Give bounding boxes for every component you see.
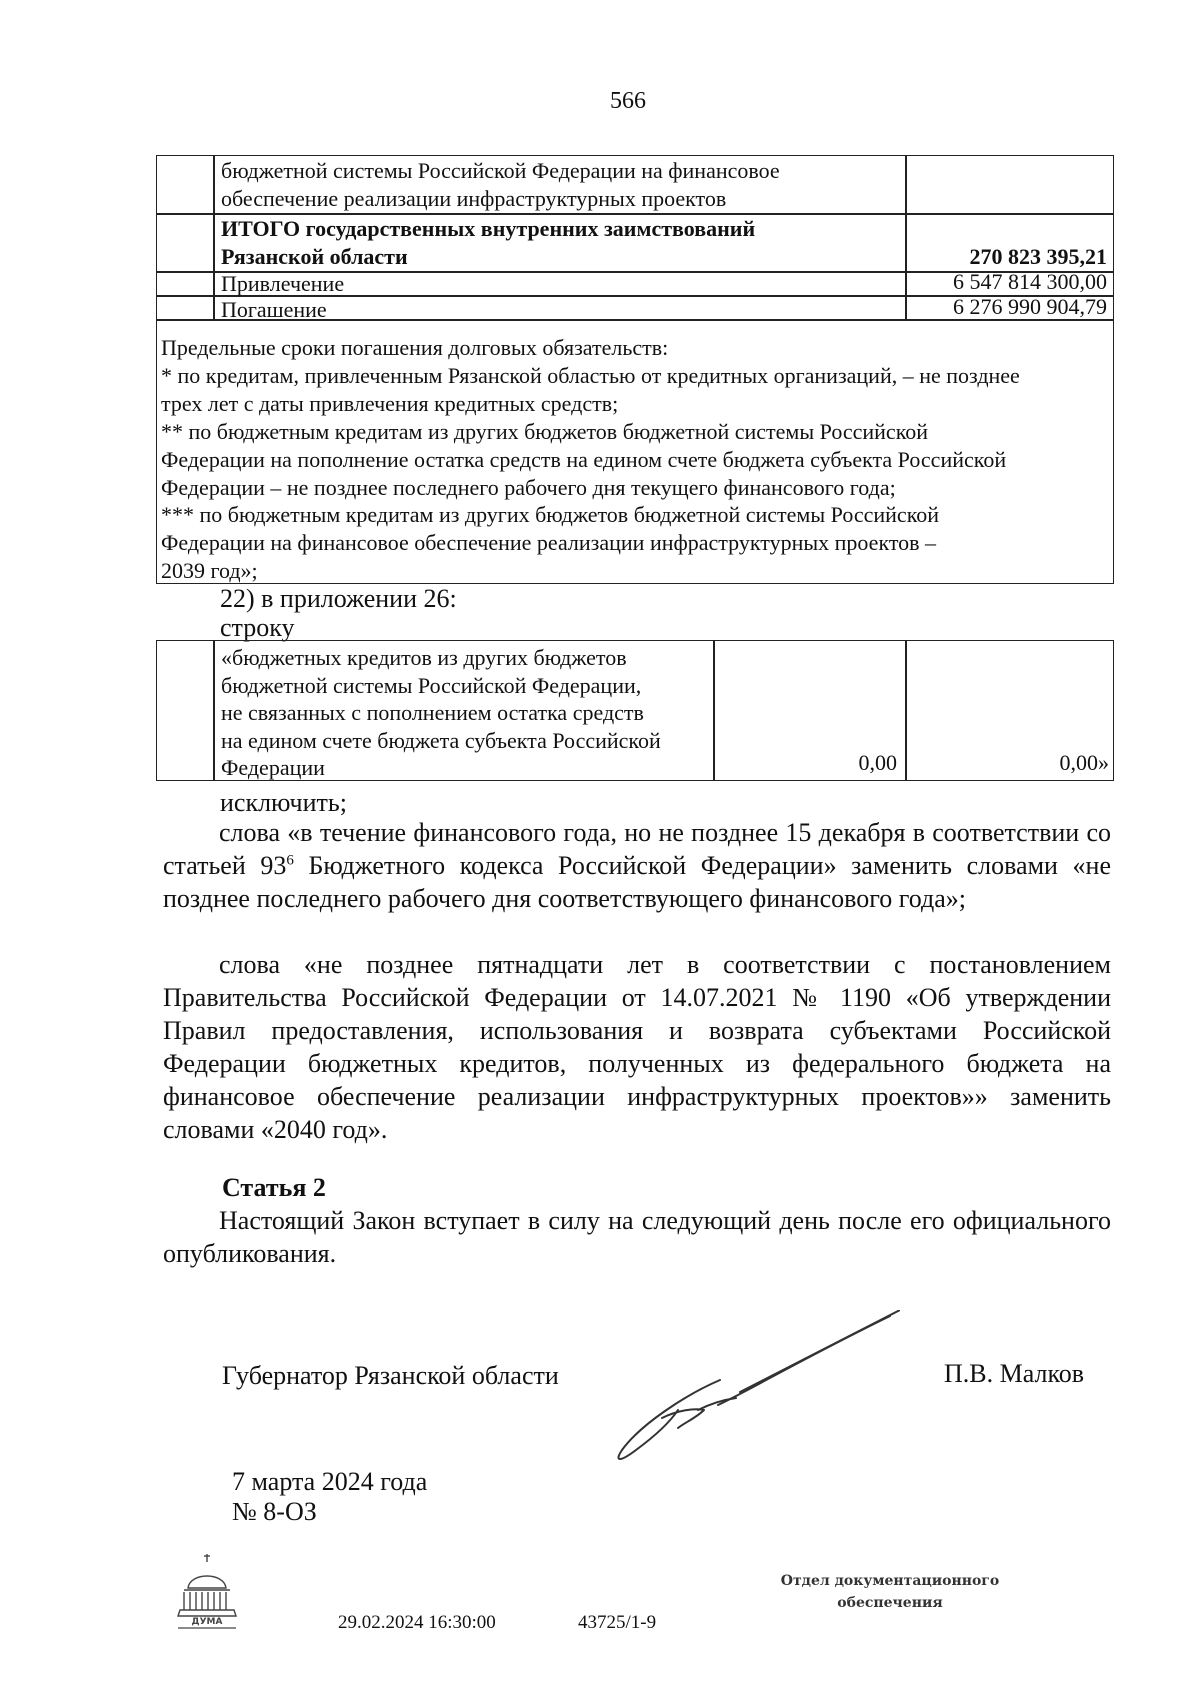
table-cell-text: Рязанской области	[221, 244, 408, 269]
paragraph-text: слова «не позднее пятнадцати лет в соответствии с постановлением Правительства Российской Федерации от 14.07.2021 № 1190 «Об утверждении Правил предоставления, использования и возврата субъектами Российской Федерации бюджетных кредитов, полученных из федерального бюджета на финансовое обеспечение реализации инфраструктурных проектов»» заменить словами «2040 год».	[163, 950, 1111, 1144]
article-2-text	[163, 1204, 1111, 1270]
signature-name: П.В. Малков	[944, 1359, 1085, 1388]
note-line: * по кредитам, привлеченным Рязанской областью от кредитных организаций, – не позднее	[161, 362, 1020, 388]
table-cell-line: на едином счете бюджета субъекта Российской	[221, 727, 661, 753]
article-2-title: Статья 2	[222, 1173, 326, 1202]
note-line: 2039 год»;	[161, 558, 258, 584]
exclude-text: исключить;	[220, 788, 347, 817]
table-cell-text: ИТОГО государственных внутренних заимствований	[221, 216, 756, 241]
table-cell-line: не связанных с пополнением остатка средств	[221, 700, 644, 726]
total-value: 270 823 395,21	[969, 244, 1107, 269]
table-cell-text: бюджетной системы Российской Федерации на финансовое	[221, 158, 780, 183]
law-number: № 8-ОЗ	[232, 1497, 317, 1526]
repayment-deadlines-notes	[161, 334, 1106, 585]
value-cell-1: 0,00	[858, 750, 897, 775]
signature-position: Губернатор Рязанской области	[222, 1361, 559, 1390]
value-cell-2: 0,00»	[1059, 750, 1109, 775]
handwritten-signature	[600, 1310, 900, 1470]
table-cell-line: Федерации	[221, 755, 325, 781]
item-22-heading: 22) в приложении 26:	[220, 584, 457, 613]
table-row-total	[221, 215, 755, 271]
table-cell-text	[221, 644, 661, 782]
signing-date: 7 марта 2024 года	[232, 1467, 428, 1496]
duma-logo-icon	[174, 1552, 240, 1634]
note-line: Федерации – не позднее последнего рабочего дня текущего финансового года;	[161, 474, 896, 500]
paragraph-text: Бюджетного кодекса Российской Федерации» заменить словами «не позднее последнего рабочего дня соответствующего финансового года»;	[163, 851, 1112, 913]
table-cell-line: бюджетной системы Российской Федерации,	[221, 672, 642, 698]
footer-reg-number: 43725/1-9	[578, 1612, 657, 1633]
table-cell-line: «бюджетных кредитов из других бюджетов	[221, 645, 627, 670]
table-row-continuation	[221, 157, 780, 213]
paragraph-replace-2	[163, 948, 1111, 1146]
page-number: 566	[610, 88, 646, 114]
paragraph-replace-1	[163, 816, 1111, 915]
note-line: Предельные сроки погашения долговых обязательств:	[161, 335, 669, 360]
budget-credits-row-table	[156, 640, 1114, 781]
note-line: Федерации на финансовое обеспечение реализации инфраструктурных проектов –	[161, 530, 937, 556]
attraction-value: 6 547 814 300,00	[953, 269, 1107, 294]
superscript: 6	[286, 852, 294, 869]
table-cell-text: Погашение	[221, 297, 327, 322]
note-line: *** по бюджетным кредитам из других бюджетов бюджетной системы Российской	[161, 502, 940, 528]
table-cell-text: обеспечение реализации инфраструктурных проектов	[221, 186, 727, 211]
table-cell-text: Привлечение	[221, 271, 345, 296]
footer-datetime: 29.02.2024 16:30:00	[338, 1612, 496, 1633]
paragraph-text: слова «в течение финансового года, но не позднее 15 декабря в соответствии со статьей 93	[163, 818, 1111, 880]
department-stamp	[740, 1570, 1040, 1614]
borrowings-table	[156, 155, 1114, 584]
item-22-subheading: строку	[220, 613, 295, 642]
stamp-line: обеспечения	[837, 1595, 943, 1611]
note-line: Федерации на пополнение остатка средств на едином счете бюджета субъекта Российской	[161, 446, 1007, 472]
repayment-value: 6 276 990 904,79	[953, 294, 1107, 319]
paragraph-text: Настоящий Закон вступает в силу на следующий день после его официального опубликования.	[163, 1206, 1111, 1268]
logo-text: ДУМА	[191, 1617, 223, 1627]
note-line: трех лет с даты привлечения кредитных средств;	[161, 390, 619, 416]
note-line: ** по бюджетным кредитам из других бюджетов бюджетной системы Российской	[161, 418, 929, 444]
stamp-line: Отдел документационного	[780, 1573, 1000, 1589]
